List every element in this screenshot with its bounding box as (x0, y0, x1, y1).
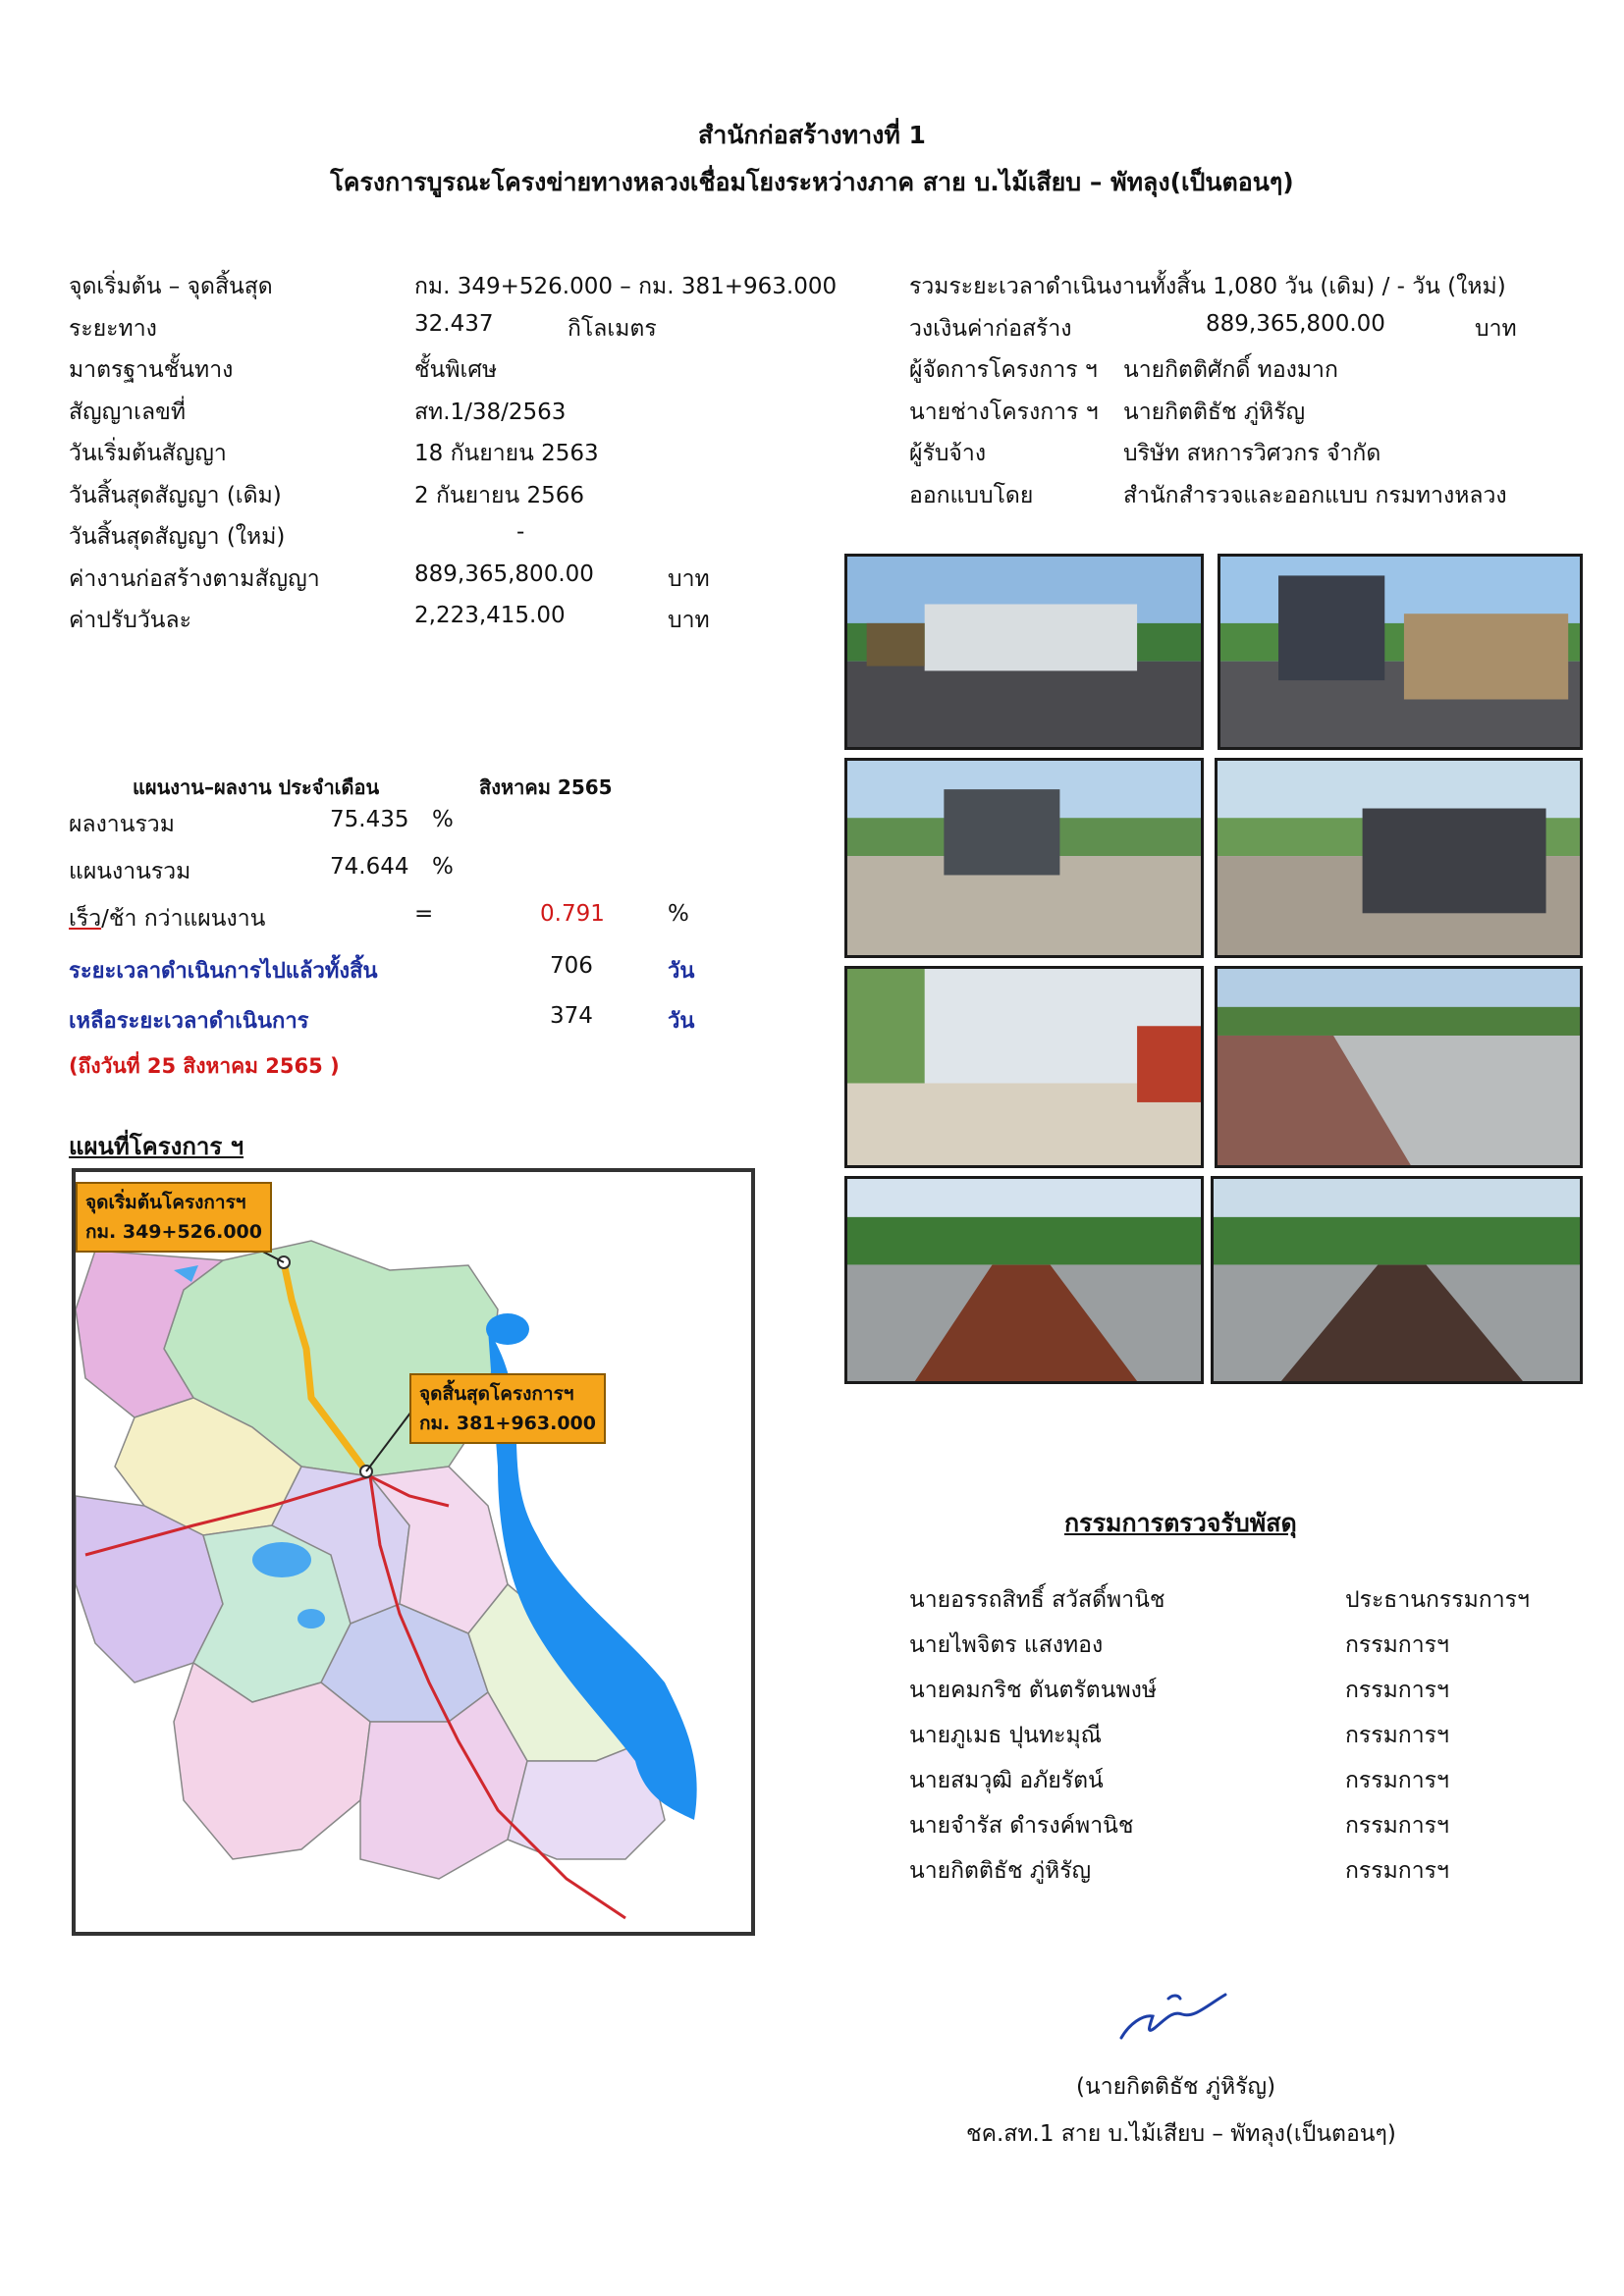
member-role: กรรมการฯ (1345, 1813, 1449, 1839)
info-label: ระยะทาง (69, 316, 157, 342)
office-title: สำนักก่อสร้างทางที่ 1 (698, 121, 926, 149)
info-unit: บาท (1475, 316, 1517, 342)
member-name: นายสมวุฒิ อภัยรัตน์ (909, 1768, 1104, 1793)
member-name: นายกิตติธัช ภู่หิรัญ (909, 1858, 1092, 1884)
end-callout-title: จุดสิ้นสุดโครงการฯ (419, 1383, 574, 1405)
site-photo (844, 758, 1204, 958)
member-role: กรรมการฯ (1345, 1632, 1449, 1658)
signer-name: (นายกิตติธัช ภู่หิรัญ) (1076, 2074, 1276, 2100)
info-value: 18 กันยายน 2563 (414, 441, 599, 466)
progress-month: สิงหาคม 2565 (479, 775, 613, 799)
equals-sign: = (414, 901, 434, 927)
map-heading: แผนที่โครงการ ฯ (69, 1133, 244, 1160)
info-label: นายช่างโครงการ ฯ (909, 400, 1099, 425)
info-unit: กิโลเมตร (568, 316, 657, 342)
start-point-callout (76, 1182, 272, 1253)
info-unit: บาท (668, 608, 710, 633)
start-callout-km: กม. 349+526.000 (85, 1221, 262, 1243)
info-label: วันสิ้นสุดสัญญา (ใหม่) (69, 524, 286, 550)
info-unit: บาท (668, 566, 710, 592)
project-map (72, 1168, 755, 1936)
percent-sign: % (432, 807, 454, 832)
site-photo (844, 966, 1204, 1168)
info-value: - (516, 519, 525, 545)
end-callout-km: กม. 381+963.000 (419, 1413, 596, 1434)
site-photo (1215, 966, 1583, 1168)
plan-value: 74.644 (330, 854, 409, 880)
duration-line: รวมระยะเวลาดำเนินงานทั้งสิ้น 1,080 วัน (เดิม) / - วัน (ใหม่) (909, 274, 1506, 299)
elapsed-value: 706 (550, 953, 593, 979)
remaining-value: 374 (550, 1003, 593, 1029)
info-label: สัญญาเลขที่ (69, 400, 186, 425)
diff-label-fast: เร็ว (69, 906, 102, 932)
info-label: ผู้จัดการโครงการ ฯ (909, 357, 1098, 383)
elapsed-label: ระยะเวลาดำเนินการไปแล้วทั้งสิ้น (69, 959, 378, 984)
member-name: นายคมกริช ตันตรัตนพงษ์ (909, 1678, 1158, 1703)
percent-sign: % (432, 854, 454, 880)
member-role: ประธานกรรมการฯ (1345, 1587, 1530, 1613)
info-value: นายกิตติธัช ภู่หิรัญ (1123, 400, 1306, 425)
info-value: 2,223,415.00 (414, 603, 566, 628)
info-label: วันเริ่มต้นสัญญา (69, 441, 227, 466)
site-photo (844, 554, 1204, 750)
member-name: นายไพจิตร แสงทอง (909, 1632, 1104, 1658)
signer-position: ชค.สท.1 สาย บ.ไม้เสียบ – พัทลุง(เป็นตอนๆ) (966, 2121, 1396, 2147)
info-value: 889,365,800.00 (1206, 311, 1385, 337)
info-value: 2 กันยายน 2566 (414, 483, 585, 508)
signature-mark (1110, 1985, 1237, 2048)
progress-heading: แผนงาน–ผลงาน ประจำเดือน (133, 775, 380, 799)
info-label: ผู้รับจ้าง (909, 441, 987, 466)
diff-label (69, 901, 265, 936)
committee-heading: กรรมการตรวจรับพัสดุ (1064, 1509, 1297, 1537)
plan-label: แผนงานรวม (69, 859, 191, 884)
remaining-label: เหลือระยะเวลาดำเนินการ (69, 1009, 309, 1034)
day-unit: วัน (668, 959, 695, 984)
diff-value: 0.791 (540, 901, 605, 927)
diff-label-rest: /ช้า กว่าแผนงาน (101, 906, 266, 932)
member-role: กรรมการฯ (1345, 1723, 1449, 1748)
info-value: บริษัท สหการวิศวกร จำกัด (1123, 441, 1381, 466)
province-map-image (76, 1172, 751, 1932)
info-value: นายกิตติศักดิ์ ทองมาก (1123, 357, 1338, 383)
info-value: สำนักสำรวจและออกแบบ กรมทางหลวง (1123, 483, 1507, 508)
member-role: กรรมการฯ (1345, 1678, 1449, 1703)
info-label: ออกแบบโดย (909, 483, 1034, 508)
member-name: นายจำรัส ดำรงค์พานิช (909, 1813, 1134, 1839)
site-photo (1218, 554, 1583, 750)
actual-label: ผลงานรวม (69, 812, 175, 837)
info-value: 889,365,800.00 (414, 561, 594, 587)
info-value: สท.1/38/2563 (414, 400, 567, 425)
info-label: ค่างานก่อสร้างตามสัญญา (69, 566, 320, 592)
info-label: จุดเริ่มต้น – จุดสิ้นสุด (69, 274, 273, 299)
site-photo (1211, 1176, 1583, 1384)
percent-sign: % (668, 901, 689, 927)
as-of-date: (ถึงวันที่ 25 สิงหาคม 2565 ) (69, 1054, 340, 1078)
actual-value: 75.435 (330, 807, 409, 832)
info-label: วันสิ้นสุดสัญญา (เดิม) (69, 483, 282, 508)
member-role: กรรมการฯ (1345, 1858, 1449, 1884)
project-title: โครงการบูรณะโครงข่ายทางหลวงเชื่อมโยงระหว่างภาค สาย บ.ไม้เสียบ – พัทลุง(เป็นตอนๆ) (330, 168, 1294, 196)
info-value: 32.437 (414, 311, 494, 337)
info-value: ชั้นพิเศษ (414, 357, 498, 383)
site-photo (1215, 758, 1583, 958)
end-point-callout (409, 1373, 606, 1444)
member-name: นายภูเมธ ปุนทะมุณี (909, 1723, 1102, 1748)
day-unit: วัน (668, 1009, 695, 1034)
info-label: มาตรฐานชั้นทาง (69, 357, 234, 383)
site-photo (844, 1176, 1204, 1384)
member-name: นายอรรถสิทธิ์ สวัสดิ์พานิช (909, 1587, 1165, 1613)
start-callout-title: จุดเริ่มต้นโครงการฯ (85, 1192, 246, 1213)
info-value: กม. 349+526.000 – กม. 381+963.000 (414, 274, 838, 299)
info-label: วงเงินค่าก่อสร้าง (909, 316, 1072, 342)
info-label: ค่าปรับวันละ (69, 608, 191, 633)
member-role: กรรมการฯ (1345, 1768, 1449, 1793)
